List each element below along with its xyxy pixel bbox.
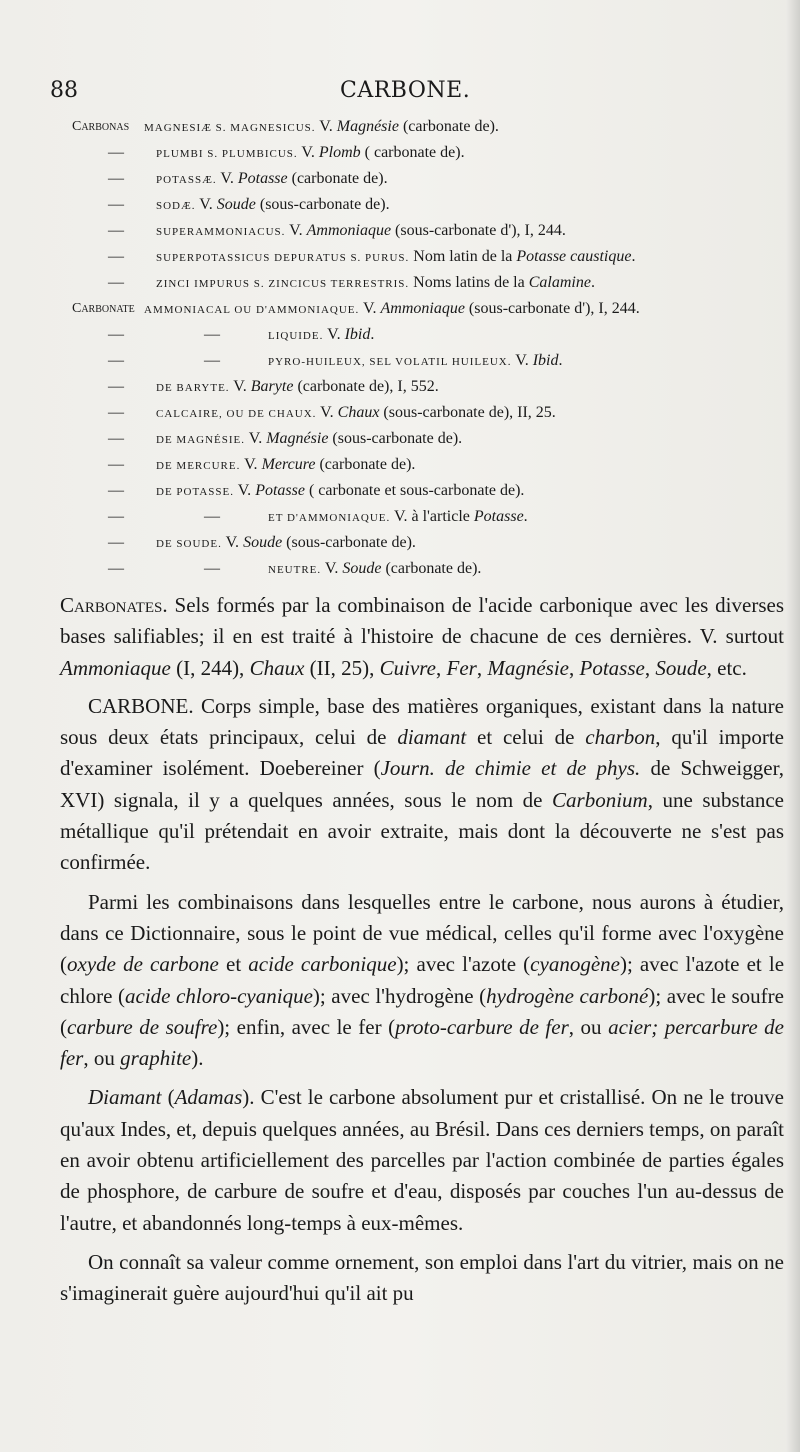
text-run: , etc.: [706, 655, 747, 680]
text-run: On connaît sa valeur comme ornement, son emploi dans l'art du vitrier, mais on ne s'imaginerait guère aujourd'hui qu'il ait pu: [60, 1249, 784, 1306]
text-run: ,: [644, 655, 656, 680]
italic-term: charbon: [585, 725, 656, 750]
ditto-dash: —: [108, 534, 124, 551]
entry-subject: NEUTRE.: [268, 564, 322, 576]
ditto-dash: —: [204, 352, 220, 369]
page-number: 88: [50, 78, 78, 103]
entry-subject: ET D'AMMONIAQUE.: [268, 512, 391, 524]
ditto-dash: —: [108, 508, 124, 525]
entry-detail: (sous-carbonate de).: [328, 430, 463, 447]
entry-detail: (carbonate de).: [287, 170, 388, 187]
ditto-dash: —: [204, 560, 220, 577]
entry-subject: CALCAIRE, OU DE CHAUX.: [156, 408, 317, 420]
entry-reference: V.: [248, 430, 267, 447]
entry-detail: .: [370, 326, 375, 343]
ditto-dash: —: [108, 378, 124, 395]
entry-head: Carbonas: [72, 119, 130, 134]
index-entry: [72, 426, 792, 452]
italic-term: carbure de soufre: [67, 1014, 218, 1039]
entry-article: Chaux: [337, 404, 380, 421]
entry-detail: (sous-carbonate de).: [255, 196, 390, 213]
index-entry: [72, 218, 792, 244]
text-run: de Schweigger, XVI) signala, il y a quelques années, sous le nom de: [60, 756, 784, 812]
ditto-dash: —: [108, 274, 124, 291]
entry-subject: DE BARYTE.: [156, 382, 230, 394]
italic-term: Magnésie: [487, 655, 569, 680]
entry-subject: SUPERPOTASSICUS DEPURATUS S. PURUS.: [156, 252, 410, 264]
italic-term: proto-carbure de fer: [395, 1014, 569, 1039]
running-title: CARBONE.: [340, 78, 471, 103]
italic-term: Cuivre: [379, 655, 437, 680]
entry-subject: ZINCI IMPURUS S. ZINCICUS TERRESTRIS.: [156, 278, 410, 290]
entry-heading: Carbonates: [60, 593, 163, 617]
ditto-dash: —: [108, 352, 124, 369]
entry-detail: (sous-carbonate d'), I, 244.: [464, 300, 640, 317]
italic-term: Carbonium: [552, 787, 648, 812]
ditto-dash: —: [108, 144, 124, 161]
entry-text: [268, 348, 562, 375]
entry-subject: PLUMBI S. PLUMBICUS.: [156, 148, 298, 160]
entry-reference: Noms latins de la: [413, 274, 529, 291]
entry-article: Magnésie: [336, 118, 399, 135]
text-run: , ou: [83, 1046, 121, 1071]
paragraph-diamant: [60, 1082, 784, 1238]
entry-text: [156, 530, 416, 557]
text-run: ,: [476, 655, 488, 680]
italic-term: Soude: [655, 655, 707, 680]
paragraph-combinaisons: [60, 887, 784, 1075]
index-entry: [72, 296, 792, 322]
entry-detail: (carbonate de).: [381, 560, 482, 577]
ditto-dash: —: [204, 508, 220, 525]
entry-head: Carbonate: [72, 301, 135, 316]
entry-subject: LIQUIDE.: [268, 330, 324, 342]
entry-detail: .: [631, 248, 636, 265]
entry-reference: V.: [319, 118, 337, 135]
entry-article: Soude: [216, 196, 256, 213]
cross-reference-index: [72, 114, 792, 582]
entry-detail: (carbonate de), I, 552.: [293, 378, 439, 395]
ditto-dash: —: [108, 326, 124, 343]
text-run: CARBONE. Corps simple, base des matières organiques, existant dans la nature sous deux états principaux, celui de: [60, 693, 784, 750]
italic-term: Potasse: [579, 655, 645, 680]
text-run: ); avec le soufre (: [60, 983, 784, 1039]
entry-text: [144, 114, 499, 141]
text-run: ); avec l'azote et le chlore (: [60, 952, 785, 1008]
entry-text: [156, 218, 566, 245]
italic-term: Ammoniaque: [60, 655, 171, 680]
entry-detail: (carbonate de).: [315, 456, 416, 473]
ditto-dash: —: [108, 222, 124, 239]
index-entry: [72, 530, 792, 556]
entry-text: [156, 400, 556, 427]
entry-article: Plomb: [318, 144, 361, 161]
entry-text: [156, 452, 415, 479]
text-run: ,: [436, 655, 447, 680]
entry-article: Potasse: [237, 170, 288, 187]
entry-detail: (carbonate de).: [398, 118, 499, 135]
entry-text: [156, 140, 465, 167]
entry-detail: (sous-carbonate de), II, 25.: [379, 404, 556, 421]
ditto-dash: —: [108, 404, 124, 421]
entry-article: Potasse: [255, 482, 305, 499]
text-run: , qu'il importe d'examiner isolément. Doebereiner (: [60, 725, 784, 781]
entry-text: [156, 426, 462, 453]
ditto-dash: —: [108, 196, 124, 213]
entry-detail: .: [558, 352, 563, 369]
entry-subject: DE MERCURE.: [156, 460, 241, 472]
italic-term: Diamant: [88, 1085, 162, 1110]
italic-term: acide chloro-cyanique: [125, 983, 313, 1008]
paragraph-carbonates: [60, 590, 784, 684]
entry-article: Calamine: [528, 274, 591, 291]
text-run: (I, 244),: [170, 655, 250, 680]
entry-subject: AMMONIACAL OU D'AMMONIAQUE.: [144, 304, 360, 316]
entry-subject: SODÆ.: [156, 200, 196, 212]
index-entry: [72, 504, 792, 530]
index-entry: [72, 556, 792, 582]
ditto-dash: —: [108, 170, 124, 187]
italic-term: Chaux: [249, 655, 305, 680]
index-entry: [72, 192, 792, 218]
entry-reference: V.: [515, 352, 533, 369]
entry-text: [156, 192, 390, 219]
entry-reference: V.: [233, 378, 251, 395]
text-run: (II, 25),: [304, 655, 380, 680]
entry-reference: V.: [199, 196, 217, 213]
index-entry: [72, 244, 792, 270]
index-entry: [72, 114, 792, 140]
main-text: [60, 590, 784, 1318]
entry-article: Soude: [243, 534, 283, 551]
index-entry: [72, 322, 792, 348]
entry-reference: V.: [225, 534, 244, 551]
entry-reference: V.: [237, 482, 256, 499]
text-run: , une substance métallique qu'il prétendait en avoir extraite, mais dont la découverte ne s'est pas confirmée.: [60, 787, 785, 875]
entry-text: [268, 504, 528, 531]
text-run: ); enfin, avec le fer (: [217, 1014, 396, 1039]
ditto-dash: —: [204, 326, 220, 343]
text-run: ); avec l'hydrogène (: [312, 983, 487, 1008]
ditto-dash: —: [108, 456, 124, 473]
italic-term: Adamas: [174, 1085, 243, 1110]
text-run: , ou: [568, 1014, 609, 1039]
entry-reference: V.: [289, 222, 307, 239]
text-run: ); avec l'azote (: [396, 952, 531, 977]
entry-subject: SUPERAMMONIACUS.: [156, 226, 286, 238]
entry-article: Mercure: [261, 456, 316, 473]
entry-article: Magnésie: [266, 430, 329, 447]
ditto-dash: —: [108, 430, 124, 447]
ditto-dash: —: [108, 560, 124, 577]
italic-term: diamant: [397, 725, 467, 750]
entry-subject: DE SOUDE.: [156, 538, 222, 550]
entry-reference: V.: [220, 170, 238, 187]
italic-term: cyanogène: [530, 952, 620, 977]
entry-article: Potasse caustique: [516, 248, 632, 265]
text-run: ). C'est le carbone absolument pur et cristallisé. On ne le trouve qu'aux Indes, et, depuis quelques années, au Brésil. Dans ces derniers temps, on paraît en avoir obtenu artificiellement des parcelles par l'action combinée de parties égales de phosphore, de carbure de soufre et d'eau, disposés par couches l'un au-dessus de l'autre, et abandonnés long-temps à eux-mêmes.: [60, 1085, 785, 1235]
text-run: et: [218, 952, 249, 977]
italic-term: Fer: [446, 655, 477, 680]
entry-text: [268, 322, 374, 349]
entry-detail: ( carbonate et sous-carbonate de).: [304, 482, 525, 499]
text-run: et celui de: [466, 725, 586, 750]
entry-article: Baryte: [250, 378, 294, 395]
entry-reference: V.: [320, 404, 338, 421]
entry-reference: V.: [327, 326, 345, 343]
entry-subject: POTASSÆ.: [156, 174, 217, 186]
entry-text: [268, 556, 481, 583]
entry-text: [156, 478, 524, 505]
entry-reference: V.: [244, 456, 262, 473]
text-run: ).: [191, 1046, 204, 1071]
ditto-dash: —: [108, 482, 124, 499]
index-entry: [72, 452, 792, 478]
entry-detail: (sous-carbonate d'), I, 244.: [391, 222, 566, 239]
entry-article: Soude: [342, 560, 382, 577]
index-entry: [72, 166, 792, 192]
entry-article: Ibid: [344, 326, 371, 343]
entry-detail: (sous-carbonate de).: [282, 534, 416, 551]
ditto-dash: —: [108, 248, 124, 265]
index-entry: [72, 140, 792, 166]
index-entry: [72, 400, 792, 426]
entry-text: [156, 270, 595, 297]
entry-detail: ( carbonate de).: [360, 144, 465, 161]
entry-text: [156, 244, 635, 271]
index-entry: [72, 270, 792, 296]
text-run: Parmi les combinaisons dans lesquelles entre le carbone, nous aurons à étudier, dans ce Dictionnaire, sous le point de vue médical, celles qu'il forme avec l'oxygène (: [60, 889, 784, 977]
text-run: . Sels formés par la combinaison de l'acide carbonique avec les diverses bases salifiables; il en est traité à l'histoire de chacune de ces dernières. V. surtout: [60, 593, 784, 649]
entry-reference: Nom latin de la: [413, 248, 517, 265]
entry-text: [144, 296, 640, 323]
entry-article: Potasse: [473, 508, 524, 525]
entry-reference: V.: [362, 300, 381, 317]
entry-subject: PYRO-HUILEUX, SEL VOLATIL HUILEUX.: [268, 356, 512, 368]
index-entry: [72, 478, 792, 504]
entry-article: Ammoniaque: [380, 300, 465, 317]
paragraph-carbone: [60, 691, 784, 879]
italic-term: graphite: [120, 1046, 192, 1071]
italic-term: oxyde de carbone: [67, 952, 219, 977]
page-header: [50, 78, 780, 108]
entry-detail: .: [590, 274, 595, 291]
entry-article: Ibid: [532, 352, 559, 369]
italic-term: Journ. de chimie et de phys.: [380, 756, 641, 781]
text-run: (: [161, 1085, 175, 1110]
entry-subject: DE POTASSE.: [156, 486, 234, 498]
entry-subject: DE MAGNÉSIE.: [156, 434, 245, 446]
italic-term: acide carbonique: [248, 952, 397, 977]
entry-detail: .: [523, 508, 528, 525]
entry-text: [156, 374, 439, 401]
text-run: ,: [569, 655, 580, 680]
entry-article: Ammoniaque: [306, 222, 392, 239]
entry-reference: V.: [324, 560, 343, 577]
italic-term: hydrogène carboné: [486, 983, 649, 1008]
index-entry: [72, 348, 792, 374]
italic-term: acier; percarbure de fer: [60, 1014, 785, 1071]
paragraph-valeur: [60, 1247, 784, 1310]
entry-text: [156, 166, 388, 193]
entry-reference: V. à l'article: [394, 508, 474, 525]
index-entry: [72, 374, 792, 400]
entry-reference: V.: [301, 144, 319, 161]
entry-subject: MAGNESIÆ S. MAGNESICUS.: [144, 122, 316, 134]
